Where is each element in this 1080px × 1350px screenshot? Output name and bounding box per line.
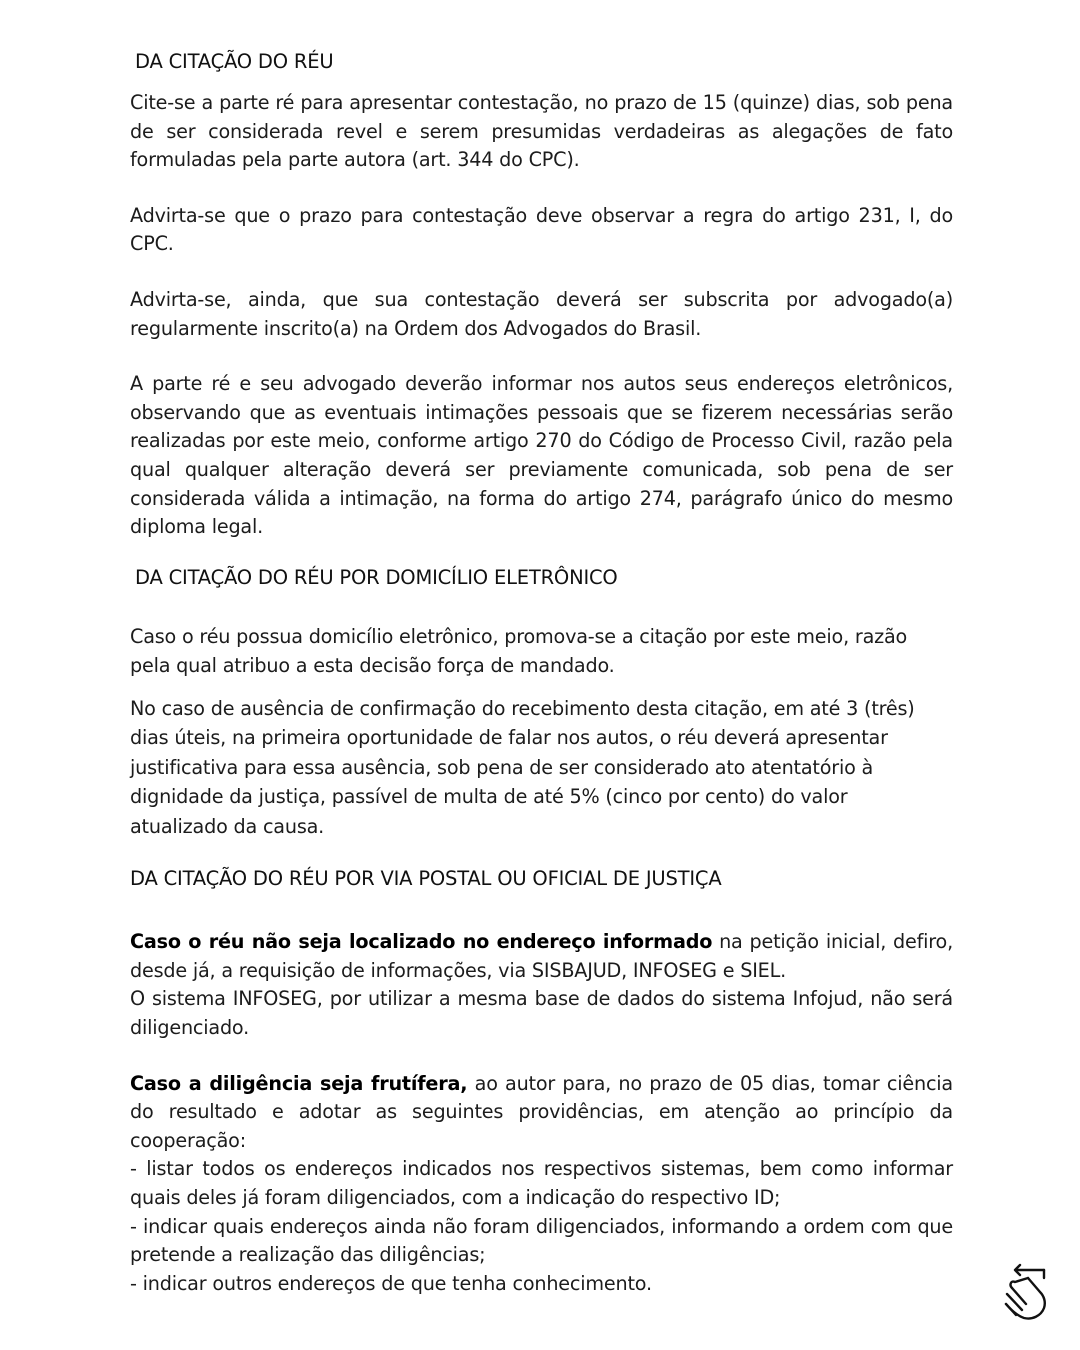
paragraph-enderecos-eletronicos: A parte ré e seu advogado deverão informar nos autos seus endereços eletrônicos, observando que as eventuais intimações pessoais que se fizerem necessárias serão realizadas por este meio, conforme artigo 270 do Código de Processo Civil, razão pela qual qualquer alteração deverá ser previamente comunicada, sob pena de ser considerada válida a intimação, na forma do artigo 274, parágrafo único do mesmo diploma legal. <box>130 372 953 539</box>
paragraph-advirta-advogado: Advirta-se, ainda, que sua contestação deverá ser subscrita por advogado(a) regularmente inscrito(a) na Ordem dos Advogados do Brasil. <box>130 287 953 340</box>
section-heading-citacao: DA CITAÇÃO DO RÉU <box>135 50 334 73</box>
text-requisicao-informacoes: na petição inicial, defiro, desde já, a requisição de informações, via SISBAJUD, INFOSEG e SIEL. <box>130 930 953 982</box>
paragraph-domicilio-eletronico: Caso o réu possua domicílio eletrônico, promova-se a citação por este meio, razão pela qual atribuo a esta decisão força de mandado. <box>130 624 908 678</box>
paragraph-reu-nao-localizado <box>130 928 953 1042</box>
bold-diligencia-frutifera: Caso a diligência seja frutífera, <box>130 1071 468 1095</box>
paragraph-cite-se: Cite-se a parte ré para apresentar contestação, no prazo de 15 (quinze) dias, sob pena de ser considerada revel e serem presumidas verdadeiras as alegações de fato formuladas pela parte autora (art. 344 do CPC). <box>130 91 953 172</box>
paragraph-diligencia-frutifera <box>130 1070 953 1299</box>
document-page <box>130 48 953 1298</box>
paragraph-advirta-prazo: Advirta-se que o prazo para contestação deve observar a regra do artigo 231, I, do CPC. <box>130 203 953 256</box>
list-item: - indicar quais endereços ainda não foram diligenciados, informando a ordem com que pretende a realização das diligências; <box>130 1214 953 1267</box>
list-item: - listar todos os endereços indicados nos respectivos sistemas, bem como informar quais deles já foram diligenciados, com a indicação do respectivo ID; <box>130 1157 953 1209</box>
text-providencias: ao autor para, no prazo de 05 dias, tomar ciência do resultado e adotar as seguintes providências, em atenção ao princípio da cooperação: <box>130 1071 953 1152</box>
section-heading-domicilio-eletronico: DA CITAÇÃO DO RÉU POR DOMICÍLIO ELETRÔNICO <box>135 565 618 589</box>
section-heading-via-postal: DA CITAÇÃO DO RÉU POR VIA POSTAL OU OFICIAL DE JUSTIÇA <box>130 867 722 891</box>
bold-reu-nao-localizado: Caso o réu não seja localizado no endereço informado <box>130 930 713 954</box>
swipe-hand-icon[interactable] <box>998 1258 1054 1322</box>
text-infoseg: O sistema INFOSEG, por utilizar a mesma base de dados do sistema Infojud, não será diligenciado. <box>130 987 953 1039</box>
paragraph-ausencia-confirmacao: No caso de ausência de confirmação do recebimento desta citação, em até 3 (três) dias úteis, na primeira oportunidade de falar nos autos, o réu deverá apresentar justificativa para essa ausência, sob pena de ser considerado ato atentatório à dignidade da justiça, passível de multa de até 5% (cinco por cento) do valor atualizado da causa. <box>130 696 915 838</box>
list-item: - indicar outros endereços de que tenha conhecimento. <box>130 1271 652 1295</box>
